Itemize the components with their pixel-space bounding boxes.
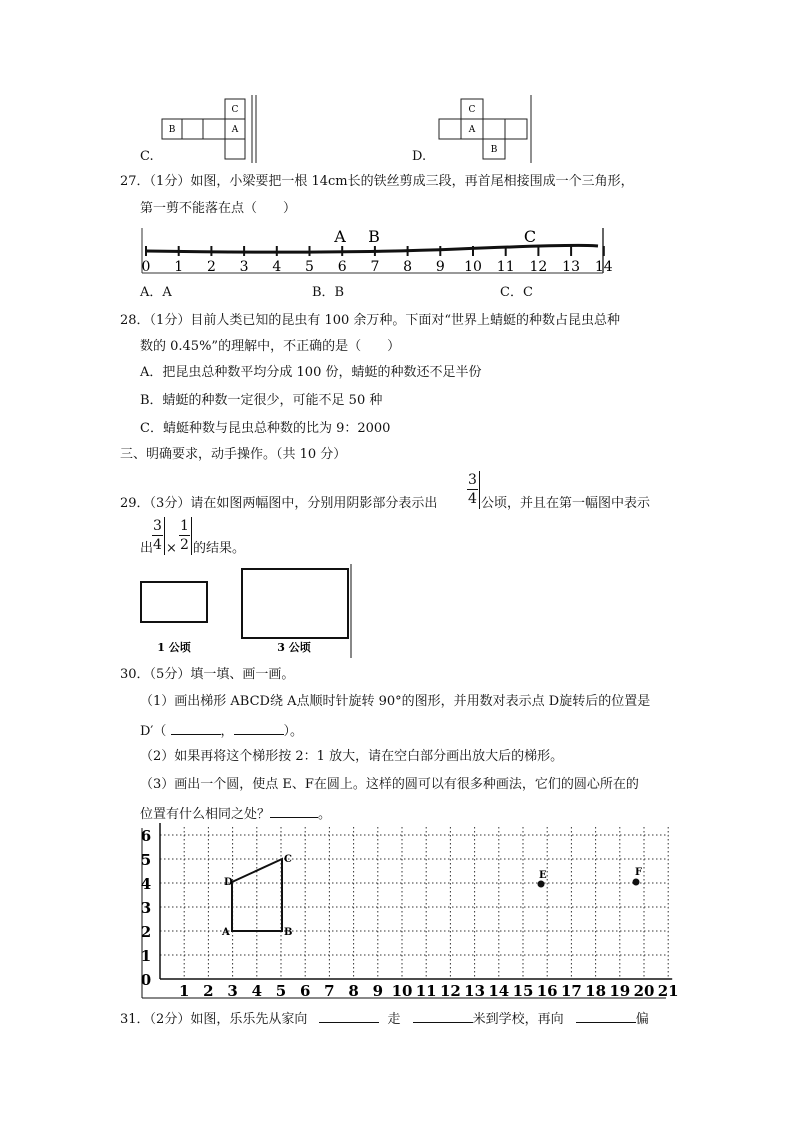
q31-direction-blank-2[interactable] (576, 1008, 636, 1023)
point-f-label: F (635, 867, 643, 878)
q31-end: 偏 (635, 1012, 649, 1027)
q27-option-b[interactable]: B．B (312, 285, 345, 300)
ruler-tick-label: 5 (305, 259, 314, 275)
q30-title: 30．（5分）填一填、画一画。 (120, 667, 295, 682)
q30-part3-line2 (140, 803, 331, 824)
q31-mid2: 米到学校，再向 (472, 1012, 564, 1027)
grid-x-label: 7 (324, 982, 335, 1000)
q29-line2-pre: 出 (140, 541, 154, 556)
q27-option-c[interactable]: C．C (500, 285, 533, 300)
grid-x-label: 21 (657, 982, 679, 1000)
grid-x-label: 3 (227, 982, 238, 1000)
q30-part3-blank[interactable] (270, 803, 318, 818)
rect-2-label: 3 公顷 (277, 641, 311, 654)
net-d-svg (430, 95, 540, 167)
q26-option-c-figure (135, 95, 265, 167)
q27-option-a[interactable]: A．A (140, 285, 172, 300)
ruler-tick-label: 11 (496, 259, 515, 275)
ruler-tick-label: 8 (403, 259, 413, 275)
grid-y-label: 5 (140, 851, 152, 869)
q28-option-a[interactable]: A．把昆虫总种数平均分成 100 份，蜻蜓的种数还不足半份 (140, 365, 482, 380)
grid-y-label: 1 (140, 947, 152, 965)
q30-part3: （3）画出一个圆，使点 E、F在圆上。这样的圆可以有很多种画法，它们的圆心所在的 (140, 777, 639, 792)
q31-direction-blank-1[interactable] (319, 1008, 379, 1023)
trapezoid-label-d: D (224, 877, 233, 888)
grid-x-label: 6 (299, 982, 311, 1000)
grid-y-label: 6 (140, 827, 152, 845)
ruler-tick-label: 4 (272, 259, 282, 275)
grid-y-label: 0 (140, 971, 152, 989)
ruler-svg (138, 226, 613, 276)
grid-x-label: 12 (439, 982, 461, 1000)
q29-frac1-denominator: 4 (468, 491, 477, 507)
grid-x-label: 9 (372, 982, 384, 1000)
grid-y-label: 2 (140, 923, 152, 941)
trapezoid-label-a: A (222, 927, 230, 938)
ruler-tick-label: 13 (562, 259, 581, 275)
q30-d-prime-y-blank[interactable] (234, 720, 284, 735)
q29-frac3-rule (191, 517, 192, 555)
q29-frac1-rule (479, 471, 480, 509)
grid-x-label: 13 (464, 982, 486, 1000)
ruler-tick-label: 9 (435, 259, 445, 275)
q29-line1-post: 公顷，并且在第一幅图中表示 (481, 496, 651, 511)
q29-rectangles-svg (136, 564, 354, 660)
ruler-tick-label: 7 (370, 259, 380, 275)
ruler-tick-label: 6 (337, 259, 347, 275)
q29-frac2-denominator: 4 (153, 537, 162, 553)
q30-part1: （1）画出梯形 ABCD绕 A点顺时针旋转 90°的图形，并用数对表示点 D旋转后的位置是 (140, 694, 651, 709)
grid-x-label: 4 (251, 982, 263, 1000)
grid-x-label: 17 (560, 982, 582, 1000)
grid-x-label: 10 (391, 982, 413, 1000)
rect-1-hectare[interactable] (141, 582, 207, 622)
grid-x-label: 16 (536, 982, 558, 1000)
q29-frac2-rule (164, 517, 165, 555)
q28-line2: 数的 0.45%”的理解中，不正确的是（ ） (140, 339, 401, 354)
ruler-tick-label: 2 (206, 259, 216, 275)
q27-ruler-figure (138, 226, 613, 276)
grid-x-label: 20 (633, 982, 655, 1000)
net-c-label-a: A (231, 125, 239, 135)
q26-option-c-label[interactable]: C. (140, 149, 154, 164)
q28-option-b[interactable]: B．蜻蜓的种数一定很少，可能不足 50 种 (140, 393, 383, 408)
q29-frac3-denominator: 2 (180, 537, 189, 553)
q29-times-sign: × (166, 541, 177, 556)
ruler-tick-label: 10 (464, 259, 482, 275)
point-f[interactable] (633, 879, 640, 886)
q29-line2-post: 的结果。 (193, 541, 246, 556)
rect-1-label: 1 公顷 (157, 641, 191, 654)
grid-y-label: 4 (140, 875, 152, 893)
q30-d-prime-x-blank[interactable] (171, 720, 221, 735)
point-e[interactable] (538, 881, 545, 888)
q29-frac2-numerator: 3 (153, 518, 162, 534)
section-3-heading: 三、明确要求，动手操作。（共 10 分） (120, 447, 347, 462)
q27-line1: 27．（1分）如图，小梁要把一根 14cm长的铁丝剪成三段，再首尾相接围成一个三角形， (120, 174, 634, 189)
trapezoid-label-c: C (284, 854, 292, 865)
q29-frac3-bar (179, 535, 190, 536)
q26-option-d-figure (430, 95, 540, 167)
q26-option-d-label[interactable]: D. (412, 149, 427, 164)
point-e-label: E (539, 870, 547, 881)
q30-part3-question: 位置有什么相同之处？ (140, 807, 271, 822)
q27-line2: 第一剪不能落在点（ ） (140, 201, 297, 216)
grid-y-label: 3 (140, 899, 152, 917)
q30-part2: （2）如果再将这个梯形按 2：1 放大，请在空白部分画出放大后的梯形。 (140, 749, 564, 764)
q29-frac3-numerator: 1 (180, 518, 189, 534)
q30-grid-svg (138, 827, 679, 1000)
ruler-tick-label: 14 (594, 259, 613, 275)
ruler-tick-label: 3 (239, 259, 249, 275)
ruler-tick-label: 0 (141, 259, 151, 275)
net-c-label-b: B (168, 125, 176, 135)
net-c-label-c: C (231, 105, 239, 115)
q28-option-c[interactable]: C．蜻蜓种数与昆虫总种数的比为 9：2000 (140, 421, 391, 436)
q29-frac2-bar (152, 535, 163, 536)
ruler-point-c-label: C (523, 227, 537, 246)
q30-grid-figure (138, 827, 679, 1000)
grid-x-label: 2 (203, 982, 214, 1000)
trapezoid-label-b: B (284, 927, 293, 938)
q30-d-prime-comma: ， (220, 724, 234, 739)
q29-line1-pre: 29．（3分）请在如图两幅图中，分别用阴影部分表示出 (120, 496, 438, 511)
grid-x-label: 11 (415, 982, 437, 1000)
q28-line1: 28．（1分）目前人类已知的昆虫有 100 余万种。下面对“世界上蜻蜓的种数占昆虫总种 (120, 313, 621, 328)
ruler-tick-label: 1 (174, 259, 184, 275)
q31-distance-blank[interactable] (413, 1008, 473, 1023)
net-c-svg (135, 95, 265, 167)
q29-frac1-numerator: 3 (468, 472, 477, 488)
grid-x-label: 19 (609, 982, 631, 1000)
grid-x-label: 1 (178, 982, 190, 1000)
rect-3-hectare[interactable] (242, 569, 348, 638)
grid-x-label: 18 (585, 982, 607, 1000)
q31-line (120, 1008, 649, 1029)
q30-part3-end: 。 (318, 807, 332, 822)
q29-rectangles-figure (136, 564, 354, 660)
q31-mid1: 走 (387, 1012, 401, 1027)
grid-x-label: 14 (488, 982, 510, 1000)
net-d-label-c: C (468, 105, 476, 115)
grid-x-label: 8 (348, 982, 359, 1000)
ruler-point-a-label: A (334, 227, 346, 246)
q31-pre: 31．（2分）如图，乐乐先从家向 (120, 1012, 308, 1027)
q29-frac1-bar (467, 489, 478, 490)
net-d-label-a: A (468, 125, 476, 135)
q30-part1-answer (140, 720, 303, 741)
net-d-label-b: B (490, 145, 498, 155)
grid-x-label: 15 (512, 982, 534, 1000)
ruler-tick-label: 12 (529, 259, 548, 275)
ruler-point-b-label: B (368, 227, 380, 246)
grid-x-label: 5 (275, 982, 287, 1000)
q30-d-prime-close: ）。 (283, 724, 304, 739)
q30-d-prime-open: D′（ (140, 724, 167, 739)
